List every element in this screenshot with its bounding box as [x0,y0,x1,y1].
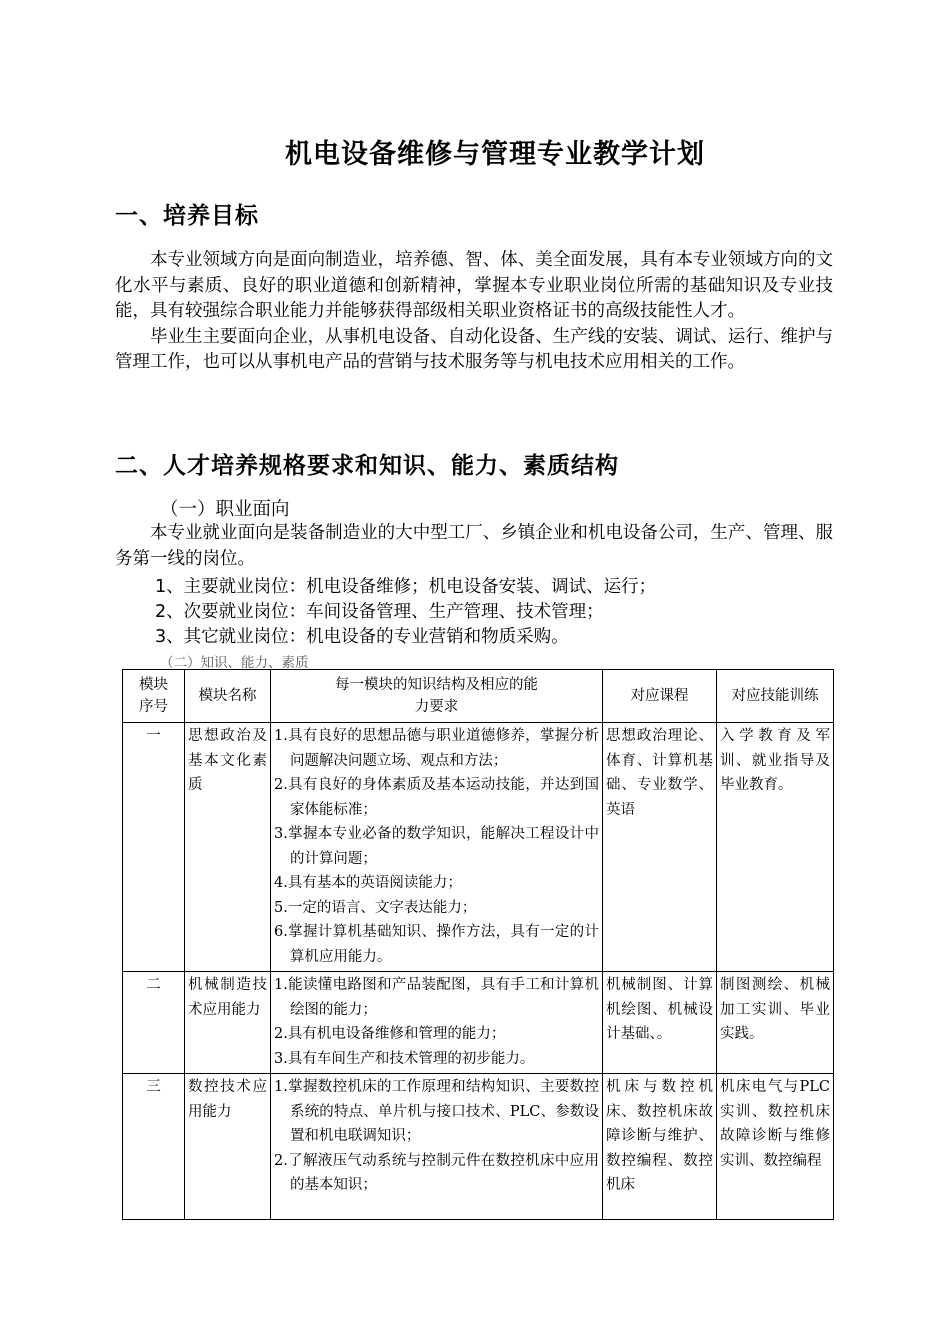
module-requirements [271,1074,603,1220]
paragraph: 毕业生主要面向企业，从事机电设备、自动化设备、生产线的安装、调试、运行、维护与管理工作，也可以从事机电产品的营销与技术服务等与机电技术应用相关的工作。 [115,326,833,372]
career-paragraph [115,521,833,572]
requirement-item: 1.掌握数控机床的工作原理和结构知识、主要数控系统的特点、单片机与接口技术、PLC、参数设置和机电联调知识； [274,1079,599,1144]
module-table [122,669,834,1220]
module-seq: 三 [123,1074,185,1220]
requirement-item: 5.一定的语言、文字表达能力； [274,899,477,916]
page-title: 机电设备维修与管理专业教学计划 [285,139,705,170]
module-name: 数控技术应用能力 [185,1074,271,1220]
module-seq: 一 [123,723,185,972]
header-training: 对应技能训练 [717,670,834,723]
job-item: 3、其它就业岗位：机电设备的专业营销和物质采购。 [155,627,569,647]
requirement-item: 2.具有机电设备维修和管理的能力； [274,1026,506,1042]
module-seq: 二 [123,972,185,1074]
table-header-row [123,670,834,723]
table-row [123,1074,834,1220]
header-name: 模块名称 [185,670,271,723]
section-heading-training-goals: 一、培养目标 [115,202,259,229]
module-name: 机械制造技术应用能力 [185,972,271,1074]
requirement-item: 3.掌握本专业必备的数学知识，能解决工程设计中的计算问题； [274,826,599,867]
header-seq: 模块序号 [123,670,185,723]
table-caption: （二）知识、能力、素质 [160,655,309,671]
header-courses: 对应课程 [603,670,717,723]
table-row [123,723,834,972]
requirement-item: 2.了解液压气动系统与控制元件在数控机床中应用的基本知识； [274,1152,599,1193]
module-requirements [271,723,603,972]
paragraph: 本专业就业面向是装备制造业的大中型工厂、乡镇企业和机电设备公司，生产、管理、服务第一线的岗位。 [115,523,833,569]
requirement-item: 2.具有良好的身体素质及基本运动技能，并达到国家体能标准； [274,777,599,818]
module-training: 入学教育及军训、就业指导及毕业教育。 [717,723,834,972]
section1-body [115,248,833,376]
header-requirements: 每一模块的知识结构及相应的能力要求 [271,670,603,723]
module-requirements [271,972,603,1074]
module-courses: 机械制图、计算机绘图、机械设计基础、。 [603,972,717,1074]
requirement-item: 4.具有基本的英语阅读能力； [274,875,462,891]
job-item: 1、主要就业岗位：机电设备维修；机电设备安装、调试、运行； [155,577,657,597]
module-courses: 思想政治理论、体育、计算机基础、专业数学、英语 [603,723,717,972]
module-courses: 机床与数控机床、数控机床故障诊断与维护、数控编程、数控机床 [603,1074,717,1220]
section-heading-talent-spec: 二、人才培养规格要求和知识、能力、素质结构 [115,452,619,479]
requirement-item: 6.掌握计算机基础知识、操作方法，具有一定的计算机应用能力。 [274,924,599,965]
requirement-item: 1.具有良好的思想品德与职业道德修养，掌握分析问题解决问题立场、观点和方法； [274,728,599,769]
module-name: 思想政治及基本文化素质 [185,723,271,972]
requirement-item: 3.具有车间生产和技术管理的初步能力。 [274,1050,535,1067]
paragraph: 本专业领域方向是面向制造业，培养德、智、体、美全面发展，具有本专业领域方向的文化水平与素质、良好的职业道德和创新精神，掌握本专业职业岗位所需的基础知识及专业技能，具有较强综合职业能力并能够获得部级相关职业资格证书的高级技能性人才。 [115,250,833,321]
module-training: 制图测绘、机械加工实训、毕业实践。 [717,972,834,1074]
job-item: 2、次要就业岗位：车间设备管理、生产管理、技术管理； [155,602,604,622]
subsection-heading-career: （一）职业面向 [160,499,290,520]
requirement-item: 1.能读懂电路图和产品装配图，具有手工和计算机绘图的能力； [274,977,599,1018]
module-training: 机床电气与PLC实训、数控机床故障诊断与维修实训、数控编程 [717,1074,834,1220]
table-row [123,972,834,1074]
